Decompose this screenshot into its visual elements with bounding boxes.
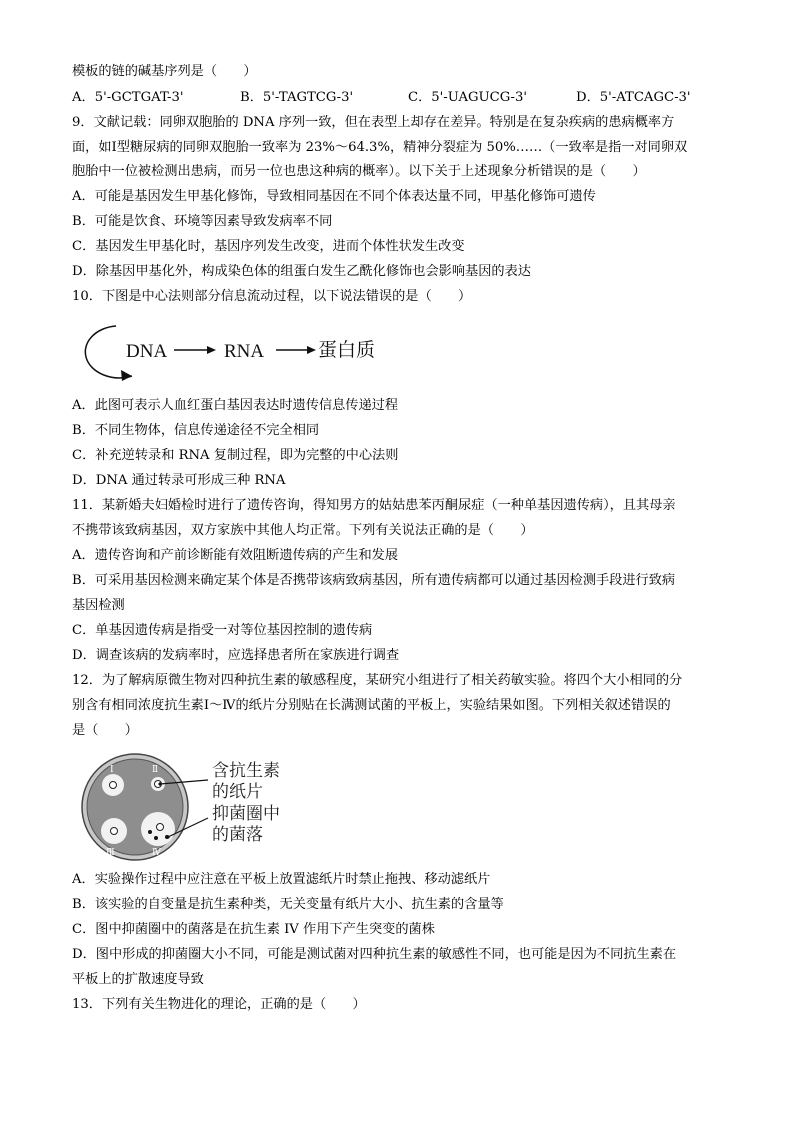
plate-label-i: Ⅰ [110,765,114,775]
q12-stem-line-3: 是（ ） [72,723,138,738]
q13-stem: 13．下列有关生物进化的理论，正确的是（ ） [72,997,366,1012]
dna-label: DNA [126,341,168,362]
q9-option-d: D．除基因甲基化外，构成染色体的组蛋白发生乙酰化修饰也会影响基因的表达 [72,264,531,279]
q8-option-a: A．5'-GCTGAT-3' [72,90,184,105]
plate-label-iv: Ⅳ [152,848,161,858]
disc-iv [157,824,164,831]
q12-stem-line-1: 12．为了解病原微生物对四种抗生素的敏感程度，某研究小组进行了相关药敏实验。将四个大小相同的分 [72,673,683,688]
q11-stem-line-1: 11．某新婚夫妇婚检时进行了遗传咨询，得知男方的姑姑患苯丙酮尿症（一种单基因遗传病），且其母亲 [72,498,676,513]
q11-option-c: C．单基因遗传病是指受一对等位基因控制的遗传病 [72,623,373,638]
q10-option-d: D．DNA 通过转录可形成三种 RNA [72,473,286,488]
q11-option-b: B．可采用基因检测来确定某个体是否携带该病致病基因，所有遗传病都可以通过基因检测手段进行致病 [72,573,676,588]
colony-dot [154,836,158,840]
callout-colony-line-1: 抑菌圈中 [212,804,280,824]
q9-stem-line-3: 胞胎中一位被检测出患病，而另一位也患这种病的概率）。以下关于上述现象分析错误的是（ ） [72,164,646,179]
q8-option-c: C．5'-UAGUCG-3' [408,90,527,105]
plate-label-ii: Ⅱ [152,765,159,775]
q8-option-b: B．5'-TAGTCG-3' [240,90,354,105]
q10-option-a: A．此图可表示人血红蛋白基因表达时遗传信息传递过程 [72,398,399,413]
dna-replication-arc [85,326,132,378]
q10-option-b: B．不同生物体，信息传递途径不完全相同 [72,423,320,438]
q10-stem: 10．下图是中心法则部分信息流动过程，以下说法错误的是（ ） [72,289,472,304]
callout-point-colony [166,835,169,838]
q8-option-d: D．5'-ATCAGC-3' [576,90,691,105]
antibiotic-plate-figure [80,752,310,864]
q12-stem-line-2: 别含有相同浓度抗生素Ⅰ～Ⅳ的纸片分别贴在长满测试菌的平板上，实验结果如图。下列相关叙述错误的 [72,698,671,713]
disc-i [110,782,117,789]
q11-option-a: A．遗传咨询和产前诊断能有效阻断遗传病的产生和发展 [72,548,399,563]
q11-option-b-cont: 基因检测 [72,598,125,613]
q9-stem-line-1: 9．文献记载：同卵双胞胎的 DNA 序列一致，但在表型上却存在差异。特别是在复杂疾病的患病概率方 [72,115,675,130]
q10-option-c: C．补充逆转录和 RNA 复制过程，即为完整的中心法则 [72,448,399,463]
replication-arrowhead [121,370,132,381]
callout-point-disc [158,782,161,785]
q9-option-a: A．可能是基因发生甲基化修饰，导致相同基因在不同个体表达量不同，甲基化修饰可遗传 [72,189,596,204]
q12-option-a: A．实验操作过程中应注意在平板上放置滤纸片时禁止拖拽、移动滤纸片 [72,872,491,887]
plate-label-iii: Ⅲ [106,848,115,858]
central-dogma-figure [76,318,396,384]
q12-option-b: B．该实验的自变量是抗生素种类，无关变量有纸片大小、抗生素的含量等 [72,897,504,912]
translation-arrowhead [307,346,316,354]
q12-option-c: C．图中抑菌圈中的菌落是在抗生素 IV 作用下产生突变的菌株 [72,922,435,937]
q12-option-d: D．图中形成的抑菌圈大小不同，可能是测试菌对四种抗生素的敏感性不同，也可能是因为不同抗生素在 [72,947,677,962]
protein-label: 蛋白质 [318,339,376,361]
callout-disc-line-2: 的纸片 [212,782,263,802]
q9-stem-line-2: 面，如Ⅰ型糖尿病的同卵双胞胎一致率为 23%～64.3%，精神分裂症为 50%……（一致率是指一对同卵双 [72,140,688,155]
q11-option-d: D．调查该病的发病率时，应选择患者所在家族进行调查 [72,648,400,663]
rna-label: RNA [224,341,265,362]
q8-stem-tail: 模板的链的碱基序列是（ ） [72,64,257,79]
q9-option-b: B．可能是饮食、环境等因素导致发病率不同 [72,214,333,229]
q12-option-d-cont: 平板上的扩散速度导致 [72,972,204,987]
q8-options [72,88,732,108]
q11-stem-line-2: 不携带该致病基因，双方家族中其他人均正常。下列有关说法正确的是（ ） [72,523,534,538]
q9-option-c: C．基因发生甲基化时，基因序列发生改变，进而个体性状发生改变 [72,239,465,254]
callout-disc-line-1: 含抗生素 [212,761,280,781]
colony-dot [148,830,152,834]
callout-colony-line-2: 的菌落 [212,825,263,845]
disc-iii [111,828,118,835]
transcription-arrowhead [207,346,216,354]
